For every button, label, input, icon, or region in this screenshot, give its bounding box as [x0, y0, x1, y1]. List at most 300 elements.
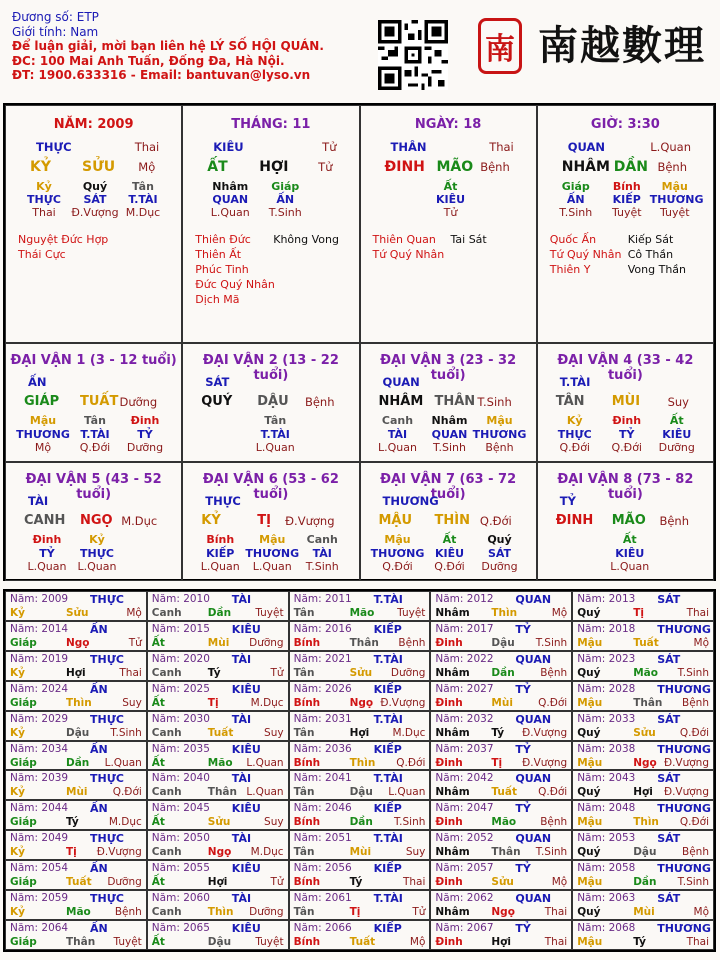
decade-4	[537, 343, 714, 462]
year-chi: Mão	[207, 756, 233, 769]
year-truong-sinh: Suy	[264, 816, 284, 829]
year-label: Năm: 2021	[293, 652, 352, 665]
pillar-star: THỰC	[36, 140, 72, 154]
hidden-state: L.Quan	[378, 441, 417, 454]
year-star: T.TÀI	[373, 772, 403, 786]
year-cell	[147, 741, 289, 771]
gods-left	[373, 232, 445, 262]
year-label: Năm: 2068	[577, 922, 636, 935]
year-star: SÁT	[657, 593, 681, 606]
year-cell	[147, 651, 289, 681]
year-star: KIÊU	[231, 622, 261, 636]
year-cell	[572, 711, 714, 741]
year-chi: Hợi	[207, 876, 228, 889]
decade-7	[360, 462, 537, 581]
pillar-1	[5, 105, 182, 343]
hidden-can: Ất	[622, 533, 637, 546]
year-truong-sinh: T.Sinh	[535, 636, 568, 649]
year-chi: Tị	[349, 906, 361, 919]
year-truong-sinh: Thai	[544, 906, 568, 919]
year-cell	[572, 591, 714, 621]
decade-hidden-2	[423, 533, 477, 574]
god-item: Đức Quý Nhân	[195, 278, 275, 291]
year-star: QUAN	[515, 593, 552, 606]
year-truong-sinh: Suy	[122, 696, 142, 709]
year-truong-sinh: Mộ	[693, 636, 709, 649]
year-star: TÀI	[231, 652, 252, 666]
year-cell	[289, 830, 431, 860]
year-can: Bính	[293, 696, 321, 709]
hidden-star: T.TÀI	[260, 427, 290, 441]
year-can: Nhâm	[435, 726, 470, 739]
year-star: QUAN	[515, 892, 552, 906]
year-truong-sinh: Q.Đới	[396, 756, 426, 769]
year-star: SÁT	[657, 832, 681, 846]
pillar-chi: DẦN	[613, 159, 648, 175]
pillar-extra: Thai	[489, 140, 514, 154]
year-cell	[147, 830, 289, 860]
year-star: KIẾP	[373, 922, 402, 936]
year-label: Năm: 2048	[577, 802, 636, 815]
decade-star: SÁT	[205, 375, 230, 389]
year-label: Năm: 2020	[151, 652, 210, 665]
hidden-star: TỶ	[39, 546, 55, 560]
hidden-state: M.Dục	[125, 206, 161, 219]
decade-hidden-3	[650, 414, 704, 455]
hidden-state: T.Sinh	[433, 441, 466, 454]
phone-email-line: ĐT: 1900.633316 - Email: bantuvan@lyso.vn	[12, 68, 311, 83]
year-truong-sinh: Dưỡng	[249, 636, 284, 649]
year-label: Năm: 2054	[10, 862, 69, 875]
hidden-star: T.TÀI	[128, 193, 158, 206]
year-truong-sinh: Suy	[405, 846, 426, 859]
year-cell	[289, 621, 431, 651]
year-chi: Ngọ	[349, 696, 374, 709]
year-cell	[289, 651, 431, 681]
address-line: ĐC: 100 Mai Anh Tuấn, Đống Đa, Hà Nội.	[12, 53, 285, 68]
year-cell	[5, 651, 147, 681]
year-chi: Dần	[491, 666, 515, 679]
year-can: Kỷ	[10, 786, 25, 799]
year-truong-sinh: Mộ	[126, 607, 142, 619]
year-truong-sinh: M.Dục	[250, 696, 284, 709]
year-truong-sinh: T.Sinh	[677, 666, 709, 679]
year-truong-sinh: Đ.Vượng	[380, 696, 426, 709]
year-truong-sinh: Tuyệt	[255, 607, 284, 619]
hidden-can: Tân	[132, 180, 154, 193]
hidden-can: Mậu	[29, 414, 57, 427]
year-cell	[5, 711, 147, 741]
year-star: TỶ	[515, 922, 531, 936]
year-can: Mậu	[577, 756, 603, 769]
year-label: Năm: 2063	[577, 892, 636, 905]
year-star: KIÊU	[231, 922, 261, 936]
year-chi: Mão	[633, 666, 658, 679]
year-chi: Tuất	[207, 726, 234, 739]
decade-can: MẬU	[378, 513, 413, 528]
year-star: ẤN	[90, 622, 108, 636]
hidden-star: KIÊU	[434, 546, 465, 560]
year-cell	[5, 591, 147, 621]
year-can: Ất	[151, 756, 165, 769]
year-truong-sinh: Tuyệt	[113, 936, 142, 949]
decade-chi: NGỌ	[80, 513, 113, 528]
decade-hidden-1	[16, 414, 70, 455]
year-can: Canh	[151, 607, 182, 619]
year-cell	[5, 741, 147, 771]
year-chi: Dần	[349, 816, 373, 829]
year-chi: Ngọ	[66, 636, 90, 649]
decade-hidden-1	[20, 533, 74, 574]
year-cell	[430, 711, 572, 741]
year-truong-sinh: Dưỡng	[249, 906, 284, 919]
year-chi: Tị	[66, 846, 77, 859]
year-can: Quý	[577, 666, 601, 679]
gods-left	[550, 232, 622, 277]
year-truong-sinh: Suy	[264, 726, 284, 739]
year-truong-sinh: L.Quan	[246, 756, 284, 769]
year-can: Nhâm	[435, 607, 470, 619]
year-can: Canh	[151, 666, 182, 679]
year-star: QUAN	[515, 652, 552, 666]
hidden-star: KIÊU	[435, 193, 466, 206]
year-truong-sinh: Tử	[270, 666, 284, 679]
year-label: Năm: 2038	[577, 742, 636, 755]
hidden-state: Tuyệt	[611, 206, 642, 219]
hidden-can: Kỷ	[566, 414, 583, 427]
hidden-stem-1	[426, 180, 476, 219]
decade-can: ĐINH	[555, 513, 594, 528]
decade-title: ĐẠI VẬN 5 (43 - 52 tuổi)	[25, 472, 162, 502]
year-star: T.TÀI	[373, 652, 403, 666]
year-star: KIÊU	[231, 742, 261, 756]
pillar-truong-sinh: Tử	[318, 160, 333, 174]
decade-chi: MÃO	[611, 513, 646, 528]
decade-title: ĐẠI VẬN 7 (63 - 72 tuổi)	[380, 472, 517, 502]
hidden-star: TỶ	[137, 427, 153, 441]
year-truong-sinh: L.Quan	[246, 786, 284, 799]
year-can: Giáp	[10, 756, 37, 769]
hidden-state: L.Quan	[200, 560, 240, 573]
year-truong-sinh: Q.Đới	[679, 726, 709, 739]
decade-title: ĐẠI VẬN 1 (3 - 12 tuổi)	[10, 353, 177, 368]
hidden-star: KIÊU	[662, 427, 692, 441]
year-star: THỰC	[90, 772, 124, 786]
year-can: Kỷ	[10, 607, 25, 619]
year-can: Ất	[151, 936, 165, 949]
year-label: Năm: 2009	[10, 593, 69, 605]
decade-hidden-1	[193, 533, 247, 574]
year-truong-sinh: Mộ	[693, 906, 709, 919]
year-can: Giáp	[10, 696, 37, 709]
hidden-can: Canh	[306, 533, 338, 546]
year-label: Năm: 2066	[293, 922, 352, 935]
year-cell	[5, 770, 147, 800]
hidden-can: Bính	[612, 180, 641, 193]
year-star: TỶ	[515, 682, 531, 696]
hidden-stem-1	[19, 180, 69, 219]
year-cell	[430, 830, 572, 860]
pillar-3	[360, 105, 537, 343]
year-chi: Tý	[66, 816, 79, 829]
hidden-star: THƯƠNG	[16, 427, 70, 441]
year-can: Kỷ	[10, 666, 25, 679]
decade-can: QUÝ	[201, 394, 233, 409]
decade-chi: MÙI	[611, 394, 641, 409]
year-label: Năm: 2010	[151, 593, 210, 605]
decade-3	[360, 343, 537, 462]
year-label: Năm: 2030	[151, 712, 210, 725]
year-chi: Tuất	[66, 876, 92, 889]
year-chi: Hợi	[491, 936, 511, 949]
decade-hidden-2	[245, 533, 299, 574]
year-chi: Tuất	[633, 636, 659, 649]
year-truong-sinh: M.Dục	[250, 846, 284, 859]
year-label: Năm: 2051	[293, 832, 352, 845]
year-cell	[572, 770, 714, 800]
year-can: Tân	[293, 906, 315, 919]
year-cell	[572, 651, 714, 681]
year-label: Năm: 2012	[435, 593, 494, 605]
year-label: Năm: 2028	[577, 682, 636, 695]
year-truong-sinh: Dưỡng	[390, 666, 426, 679]
year-label: Năm: 2023	[577, 652, 636, 665]
hidden-can: Nhâm	[431, 414, 468, 427]
year-cell	[430, 651, 572, 681]
year-chi: Thân	[349, 636, 379, 649]
year-can: Mậu	[577, 816, 603, 829]
year-can: Mậu	[577, 636, 603, 649]
year-label: Năm: 2018	[577, 622, 636, 635]
year-chi: Dậu	[349, 786, 373, 799]
year-star: THỰC	[90, 652, 124, 666]
hidden-star: TÀI	[387, 427, 408, 441]
year-truong-sinh: Mộ	[551, 607, 568, 619]
year-chi: Ngọ	[207, 846, 232, 859]
god-item: Tai Sát	[450, 233, 487, 246]
decade-truong-sinh: M.Dục	[121, 514, 158, 528]
year-star: THƯƠNG	[657, 802, 711, 816]
year-star: TÀI	[231, 712, 252, 726]
year-truong-sinh: T.Sinh	[110, 726, 142, 739]
year-label: Năm: 2022	[435, 652, 494, 665]
year-chi: Tý	[349, 876, 363, 889]
hidden-state: Đ.Vượng	[71, 206, 119, 219]
year-chi: Tý	[633, 936, 646, 949]
year-cell	[430, 741, 572, 771]
year-star: T.TÀI	[373, 832, 403, 846]
pillar-can: NHÂM	[561, 159, 610, 175]
hidden-state: Mộ	[34, 441, 52, 454]
year-chi: Mùi	[633, 906, 655, 919]
year-cell	[572, 621, 714, 651]
god-item: Thái Cực	[18, 248, 66, 261]
year-can: Quý	[577, 607, 601, 619]
year-chi: Dậu	[207, 936, 232, 949]
hidden-star: T.TÀI	[80, 427, 110, 441]
decade-truong-sinh: Suy	[667, 395, 689, 409]
decade-chi: THÂN	[434, 394, 476, 409]
year-can: Bính	[293, 756, 321, 769]
year-star: T.TÀI	[373, 593, 403, 606]
hidden-star: QUAN	[431, 427, 468, 441]
gods-left	[18, 232, 108, 262]
decade-truong-sinh: T.Sinh	[477, 395, 512, 409]
year-cell	[572, 830, 714, 860]
hidden-state: L.Quan	[255, 441, 295, 454]
year-cell	[5, 920, 147, 950]
decade-star: THỰC	[205, 494, 241, 508]
year-star: T.TÀI	[373, 892, 403, 906]
year-can: Giáp	[10, 936, 37, 949]
decade-chi: TUẤT	[80, 394, 119, 409]
chart-grid	[3, 103, 716, 581]
hidden-stem-3	[118, 180, 168, 219]
year-star: KIÊU	[231, 682, 261, 696]
year-star: TỶ	[515, 862, 531, 876]
god-item: Thiên Y	[549, 263, 591, 276]
year-can: Tân	[293, 846, 315, 859]
year-cell	[147, 591, 289, 621]
god-item: Phúc Tinh	[195, 263, 249, 276]
decade-hidden-1	[371, 414, 425, 455]
hidden-stem-2	[70, 180, 120, 219]
year-can: Canh	[151, 846, 182, 859]
year-truong-sinh: Đ.Vượng	[522, 726, 568, 739]
year-label: Năm: 2016	[293, 622, 352, 635]
year-star: THỰC	[90, 892, 124, 906]
year-can: Kỷ	[10, 726, 25, 739]
year-truong-sinh: Dưỡng	[107, 876, 142, 889]
year-cell	[289, 800, 431, 830]
year-cell	[5, 621, 147, 651]
year-chi: Thìn	[633, 816, 659, 829]
year-chi: Tị	[207, 696, 219, 709]
year-chi: Hợi	[349, 726, 370, 739]
year-star: THƯƠNG	[657, 622, 711, 636]
year-can: Quý	[577, 726, 601, 739]
year-truong-sinh: Q.Đới	[538, 696, 568, 709]
year-truong-sinh: Bệnh	[682, 846, 709, 859]
decade-star: TỶ	[559, 494, 576, 508]
pillar-star: THÂN	[390, 140, 427, 154]
year-label: Năm: 2034	[10, 742, 69, 755]
year-truong-sinh: Thai	[402, 876, 426, 889]
hidden-star: QUAN	[212, 193, 249, 206]
year-truong-sinh: Bệnh	[114, 906, 142, 919]
god-item: Thiên Ất	[195, 248, 242, 261]
year-chi: Mùi	[207, 636, 230, 649]
year-truong-sinh: Bệnh	[398, 636, 426, 649]
year-can: Giáp	[10, 876, 37, 889]
year-truong-sinh: Tử	[128, 636, 142, 649]
year-star: SÁT	[657, 652, 681, 666]
year-cell	[430, 621, 572, 651]
year-label: Năm: 2040	[151, 772, 210, 785]
year-label: Năm: 2026	[293, 682, 352, 695]
year-label: Năm: 2064	[10, 922, 69, 935]
pillar-can: ẤT	[207, 159, 228, 175]
year-can: Bính	[293, 816, 321, 829]
year-cell	[572, 890, 714, 920]
year-truong-sinh: T.Sinh	[535, 846, 568, 859]
god-item: Quốc Ấn	[549, 233, 597, 246]
hidden-can: Bính	[206, 533, 235, 546]
decade-6	[182, 462, 359, 581]
hidden-star: SÁT	[83, 193, 107, 206]
year-chi: Mùi	[491, 696, 513, 709]
year-chi: Thân	[633, 696, 663, 709]
year-chi: Sửu	[349, 666, 373, 679]
year-star: TÀI	[231, 832, 252, 846]
year-can: Quý	[577, 786, 601, 799]
hidden-state: Tuyệt	[659, 206, 690, 219]
year-label: Năm: 2044	[10, 802, 69, 815]
year-label: Năm: 2059	[10, 892, 69, 905]
decade-5	[5, 462, 182, 581]
decade-truong-sinh: Bệnh	[304, 395, 335, 409]
year-cell	[430, 800, 572, 830]
year-chi: Hợi	[633, 786, 653, 799]
year-truong-sinh: Tuyệt	[397, 607, 426, 619]
year-cell	[147, 800, 289, 830]
year-truong-sinh: Mộ	[551, 876, 568, 889]
gender: Giới tính: Nam	[12, 24, 99, 39]
decade-truong-sinh: Bệnh	[659, 514, 689, 528]
year-truong-sinh: Bệnh	[540, 816, 568, 829]
year-label: Năm: 2058	[577, 862, 636, 875]
year-star: KIẾP	[373, 742, 402, 756]
hidden-state: L.Quan	[610, 560, 650, 573]
year-label: Năm: 2046	[293, 802, 352, 815]
year-can: Nhâm	[435, 666, 470, 679]
year-can: Giáp	[10, 636, 37, 649]
year-star: KIẾP	[373, 682, 402, 696]
year-cell	[289, 770, 431, 800]
decade-hidden-1	[248, 414, 302, 455]
brand-logo: 南越數理	[538, 22, 706, 69]
hidden-can: Ất	[442, 533, 457, 546]
contact-line: Để luận giải, mời bạn liên hệ LÝ SỐ HỘI QUÁN.	[12, 39, 324, 54]
year-star: KIẾP	[373, 802, 402, 816]
year-cell	[289, 711, 431, 741]
hidden-can: Giáp	[271, 180, 300, 193]
decade-star: T.TÀI	[559, 375, 591, 389]
decade-hidden-2	[600, 414, 654, 455]
year-star: QUAN	[515, 712, 552, 726]
year-star: KIÊU	[231, 802, 261, 816]
gods-right	[628, 232, 686, 277]
year-chi: Sửu	[633, 726, 656, 739]
decade-8	[537, 462, 714, 581]
decade-title: ĐẠI VẬN 2 (13 - 22 tuổi)	[202, 353, 339, 383]
year-chi: Mão	[349, 607, 375, 619]
hidden-can: Giáp	[561, 180, 590, 193]
year-label: Năm: 2025	[151, 682, 210, 695]
year-can: Mậu	[577, 696, 603, 709]
year-star: THỰC	[90, 832, 124, 846]
year-can: Đinh	[435, 876, 463, 889]
year-can: Đinh	[435, 636, 463, 649]
pillar-truong-sinh: Bệnh	[480, 160, 510, 174]
year-chi: Hợi	[66, 666, 86, 679]
decade-truong-sinh: Đ.Vượng	[285, 514, 335, 528]
god-item: Cô Thần	[627, 248, 674, 261]
decade-chi: THÌN	[434, 513, 470, 528]
year-can: Canh	[151, 726, 182, 739]
hidden-can: Quý	[487, 533, 512, 546]
owner-name: Đương số: ETP	[12, 10, 99, 24]
